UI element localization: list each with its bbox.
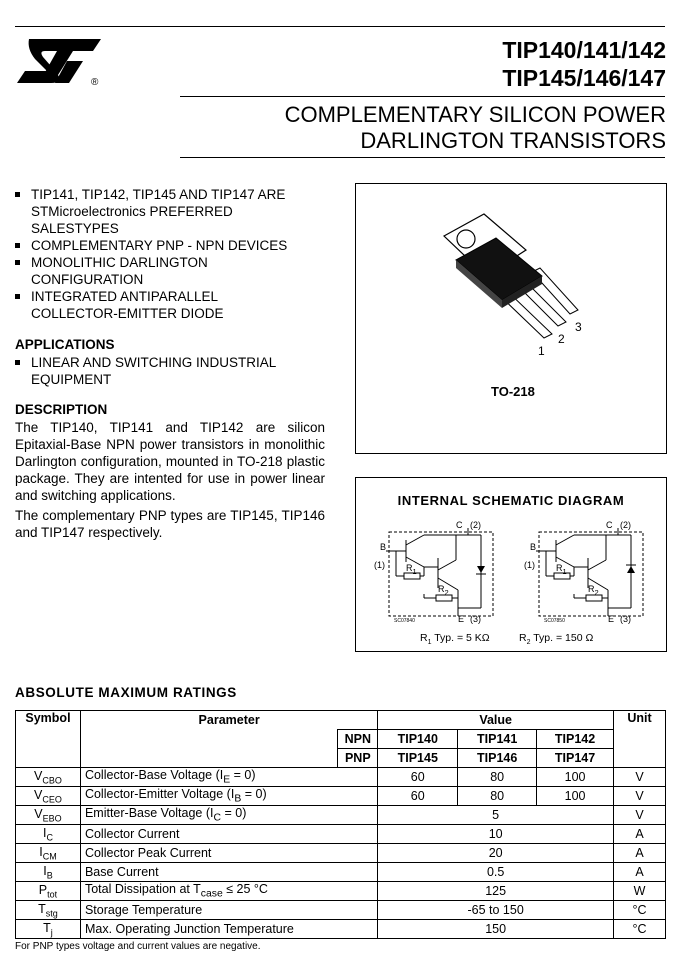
bullet-icon (15, 192, 20, 197)
pnp-label: PNP (338, 749, 378, 768)
table-row: $I_B$ Base Current 0.5 A (16, 863, 666, 882)
label-c: C (606, 520, 613, 530)
label-r2: $R_2$ (438, 584, 449, 597)
schematic-code-left: SC07840 (394, 618, 415, 624)
label-e: E (608, 614, 615, 624)
feature-list (15, 186, 315, 322)
table-row: $V_{CEO}$ Collector-Emitter Voltage $(I_B = 0)$ 60 80 100 V (16, 787, 666, 806)
pin-label-3: 3 (575, 320, 582, 334)
description-heading: DESCRIPTION (15, 402, 108, 417)
description-para2: The complementary PNP types are TIP145, TIP146 and TIP147 respectively. (15, 508, 325, 540)
label-pin2: (2) (470, 520, 481, 530)
to218-package-icon (356, 184, 666, 384)
label-pin1: (1) (524, 560, 535, 570)
application-item: LINEAR AND SWITCHING INDUSTRIAL EQUIPMENT (15, 354, 315, 388)
table-row: $V_{CBO}$ Collector-Base Voltage $(I_E = 0)$ 60 80 100 V (16, 768, 666, 787)
col-unit: Unit (614, 711, 666, 768)
package-name: TO-218 (491, 384, 535, 399)
table-row: $T_j$ Max. Operating Junction Temperature 150 °C (16, 920, 666, 939)
table-header-row (16, 711, 666, 730)
feature-item: COMPLEMENTARY PNP - NPN DEVICES (15, 237, 315, 254)
npn-label: NPN (338, 730, 378, 749)
label-pin3: (3) (620, 614, 631, 624)
table-npn-row: NPN TIP140 TIP141 TIP142 (16, 730, 666, 749)
applications-list (15, 354, 315, 388)
label-r2: $R_2$ (588, 584, 599, 597)
r1-note: $R_1$ Typ. = 5 KΩ (420, 632, 490, 647)
label-r1: $R_1$ (406, 563, 417, 576)
registered-mark: ® (91, 77, 99, 88)
label-b: B (380, 542, 387, 552)
feature-item: TIP141, TIP142, TIP145 AND TIP147 ARE STMicroelectronics PREFERRED SALESTYPES (15, 186, 315, 237)
subtitle-line1: COMPLEMENTARY SILICON POWER (284, 102, 666, 127)
schematic-code-right: SC07850 (544, 618, 565, 624)
bullet-icon (15, 260, 20, 265)
table-row: $I_{CM}$ Collector Peak Current 20 A (16, 844, 666, 863)
part-number-line1: TIP140/141/142 (502, 37, 666, 63)
label-b: B (530, 542, 537, 552)
table-row: $I_C$ Collector Current 10 A (16, 825, 666, 844)
col-symbol: Symbol (16, 711, 81, 768)
schematic-title: INTERNAL SCHEMATIC DIAGRAM (397, 493, 625, 508)
r2-note: $R_2$ Typ. = 150 Ω (519, 632, 594, 647)
subtitle-line2: DARLINGTON TRANSISTORS (360, 128, 666, 153)
package-box (355, 183, 667, 454)
label-r1: $R_1$ (556, 563, 567, 576)
col-parameter: Parameter (80, 711, 377, 730)
part-number-line2: TIP145/146/147 (502, 65, 666, 91)
top-rule (15, 26, 665, 27)
table-row: $V_{EBO}$ Emitter-Base Voltage $(I_C = 0)$ 5 V (16, 806, 666, 825)
applications-heading: APPLICATIONS (15, 337, 115, 352)
table-pnp-row: PNP TIP145 TIP146 TIP147 (16, 749, 666, 768)
label-c: C (456, 520, 463, 530)
label-pin1: (1) (374, 560, 385, 570)
bullet-icon (15, 243, 20, 248)
feature-item: MONOLITHIC DARLINGTON CONFIGURATION (15, 254, 315, 288)
schematic-box (355, 477, 667, 652)
header-rule (180, 96, 665, 97)
subtitle-rule (180, 157, 665, 158)
table-row: $T_{stg}$ Storage Temperature -65 to 150 °C (16, 901, 666, 920)
ratings-table (15, 710, 666, 939)
schematic-npn (366, 518, 501, 628)
table-row: $P_{tot}$ Total Dissipation at $T_{case} \le 25$ °C 125 W (16, 882, 666, 901)
label-pin3: (3) (470, 614, 481, 624)
ratings-heading: ABSOLUTE MAXIMUM RATINGS (15, 685, 237, 700)
pin-label-2: 2 (558, 332, 565, 346)
pin-label-1: 1 (538, 344, 545, 358)
col-value: Value (378, 711, 614, 730)
label-pin2: (2) (620, 520, 631, 530)
bullet-icon (15, 294, 20, 299)
ratings-footnote: For PNP types voltage and current values are negative. (15, 941, 261, 952)
bullet-icon (15, 360, 20, 365)
st-logo (17, 37, 101, 89)
feature-item: INTEGRATED ANTIPARALLEL COLLECTOR-EMITTER DIODE (15, 288, 315, 322)
description-para1: The TIP140, TIP141 and TIP142 are silicon Epitaxial-Base NPN power transistors in monolithic Darlington configuration, mounted in TO-218 plastic package. They are intented for use in power linear and switching applications. (15, 420, 325, 503)
label-e: E (458, 614, 465, 624)
schematic-pnp (516, 518, 651, 628)
